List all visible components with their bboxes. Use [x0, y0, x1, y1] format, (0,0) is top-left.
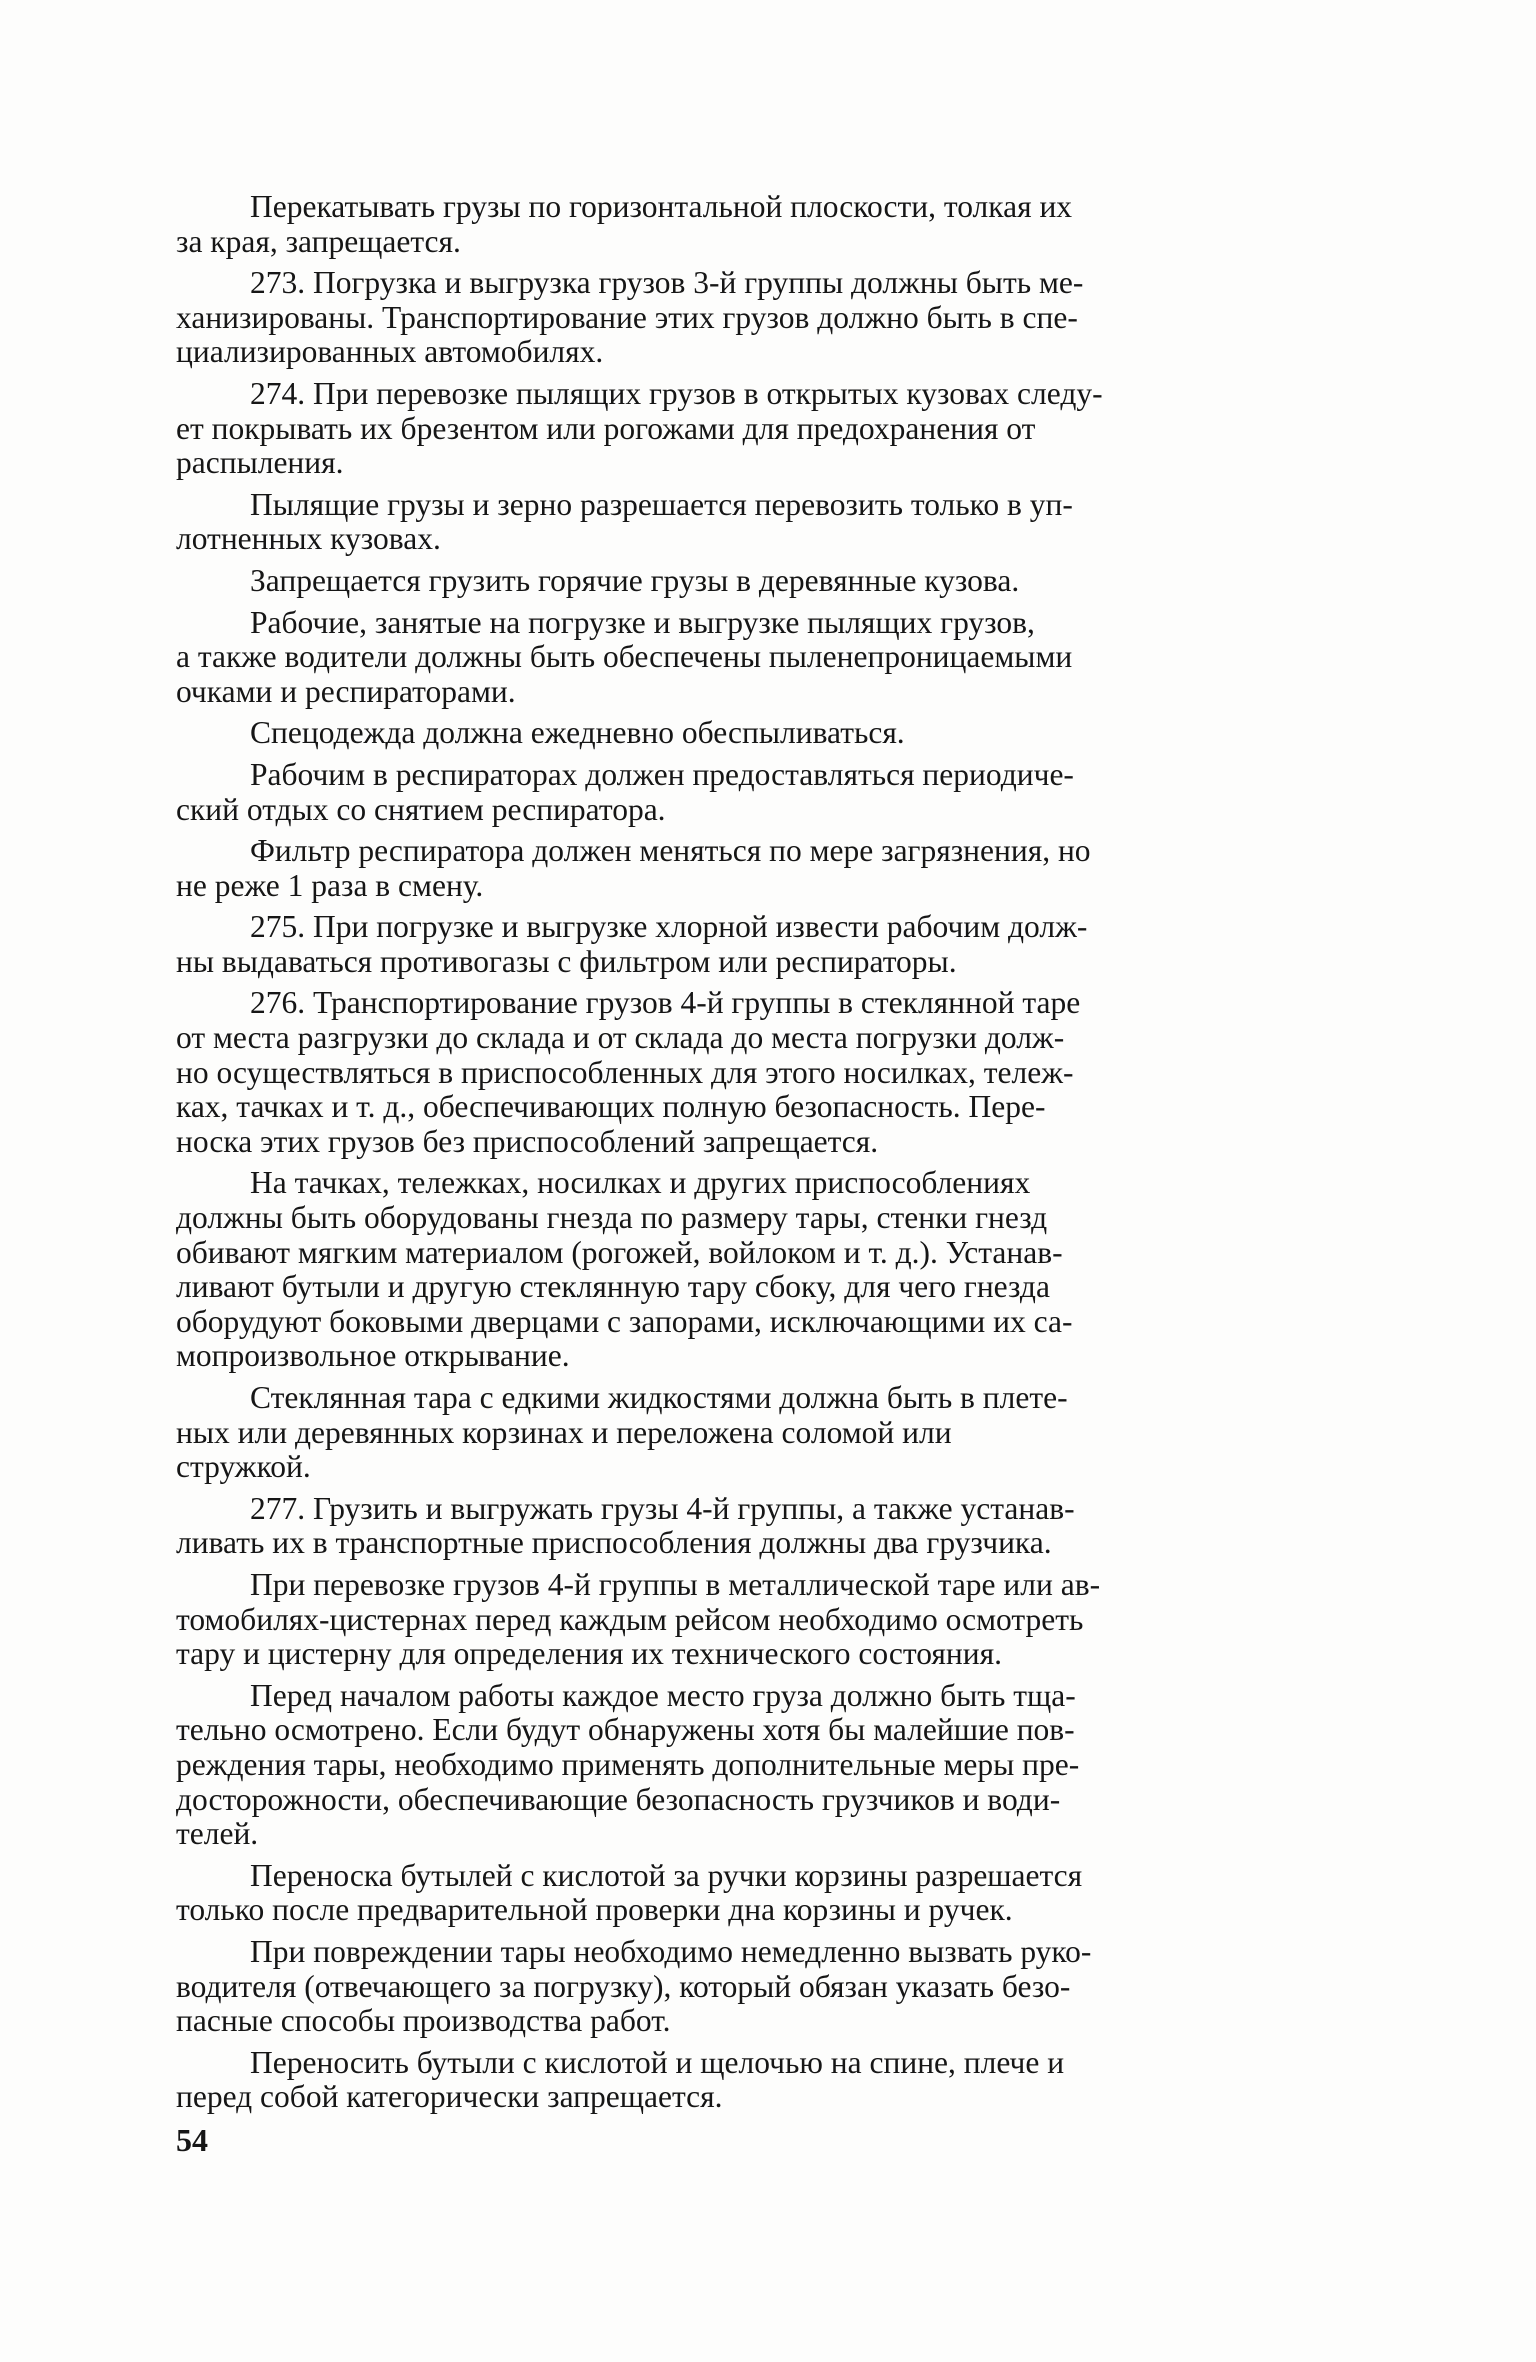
paragraph: Перекатывать грузы по горизонтальной плоскости, толкая их за края, запрещается. — [176, 189, 1073, 259]
paragraph: 276. Транспортирование грузов 4-й группы в стеклянной таре от места разгрузки до склада и от склада до места погрузки долж- но осуществляться в приспособленных для этого носилках, тележ- ках, тачках и т. д., обеспечивающих полную безопасность. Пере- носка этих грузов без приспособлений запрещается. — [176, 985, 1081, 1159]
paragraph: Переносить бутыли с кислотой и щелочью на спине, плече и перед собой категорически запрещается. — [176, 2044, 1065, 2115]
paragraph: Перед началом работы каждое место груза должно быть тща- тельно осмотрено. Если будут обнаружены хотя бы малейшие пов- реждения тары, необходимо применять дополнительные меры пре- досторожности, обеспечивающие безопасность грузчиков и води- телей. — [176, 1677, 1080, 1852]
paragraph: Рабочие, занятые на погрузке и выгрузке пылящих грузов, а также водители должны быть обеспечены пыленепроницаемыми очками и респираторами. — [176, 604, 1073, 709]
paragraph: На тачках, тележках, носилках и других приспособлениях должны быть оборудованы гнезда по размеру тары, стенки гнезд обивают мягким материалом (рогожей, войлоком и т. д.). Устанав- ливают бутыли и другую стеклянную тару сбоку, для чего гнезда оборудуют боковыми дверцами с запорами, исключающими их са- мопроизвольное открывание. — [176, 1165, 1073, 1374]
paragraph: Стеклянная тара с едкими жидкостями должна быть в плете- ных или деревянных корзинах и переложена соломой или стружкой. — [176, 1380, 1068, 1485]
paragraph: Переноска бутылей с кислотой за ручки корзины разрешается только после предварительной проверки дна корзины и ручек. — [176, 1857, 1083, 1928]
paragraph: 273. Погрузка и выгрузка грузов 3-й группы должны быть ме- ханизированы. Транспортирование этих грузов должно быть в спе- циализированных автомобилях. — [176, 265, 1084, 370]
paragraph: Пылящие грузы и зерно разрешается перевозить только в уп- лотненных кузовах. — [176, 486, 1073, 557]
paragraph: 274. При перевозке пылящих грузов в открытых кузовах следу- ет покрывать их брезентом или рогожами для предохранения от распыления. — [176, 375, 1103, 481]
paragraph: 277. Грузить и выгружать грузы 4-й группы, а также устанав- ливать их в транспортные приспособления должны два грузчика. — [176, 1490, 1075, 1561]
paragraph: Спецодежда должна ежедневно обеспыливаться. — [250, 715, 905, 751]
paragraph: Рабочим в респираторах должен предоставляться периодиче- ский отдых со снятием респиратора. — [176, 756, 1074, 827]
paragraph: Фильтр респиратора должен меняться по мере загрязнения, но не реже 1 раза в смену. — [176, 833, 1091, 903]
paragraph: При перевозке грузов 4-й группы в металлической таре или ав- томобилях-цистернах перед каждым рейсом необходимо осмотреть тару и цистерну для определения их технического состояния. — [176, 1566, 1101, 1672]
paragraph: При повреждении тары необходимо немедленно вызвать руко- водителя (отвечающего за погрузку), который обязан указать безо- пасные способы производства работ. — [176, 1933, 1092, 2039]
paragraph: Запрещается грузить горячие грузы в деревянные кузова. — [250, 562, 1020, 598]
paragraph: 275. При погрузке и выгрузке хлорной извести рабочим долж- ны выдаваться противогазы с фильтром или респираторы. — [176, 909, 1088, 979]
body-text — [176, 190, 1346, 2122]
page-number: 54 — [176, 2122, 208, 2158]
